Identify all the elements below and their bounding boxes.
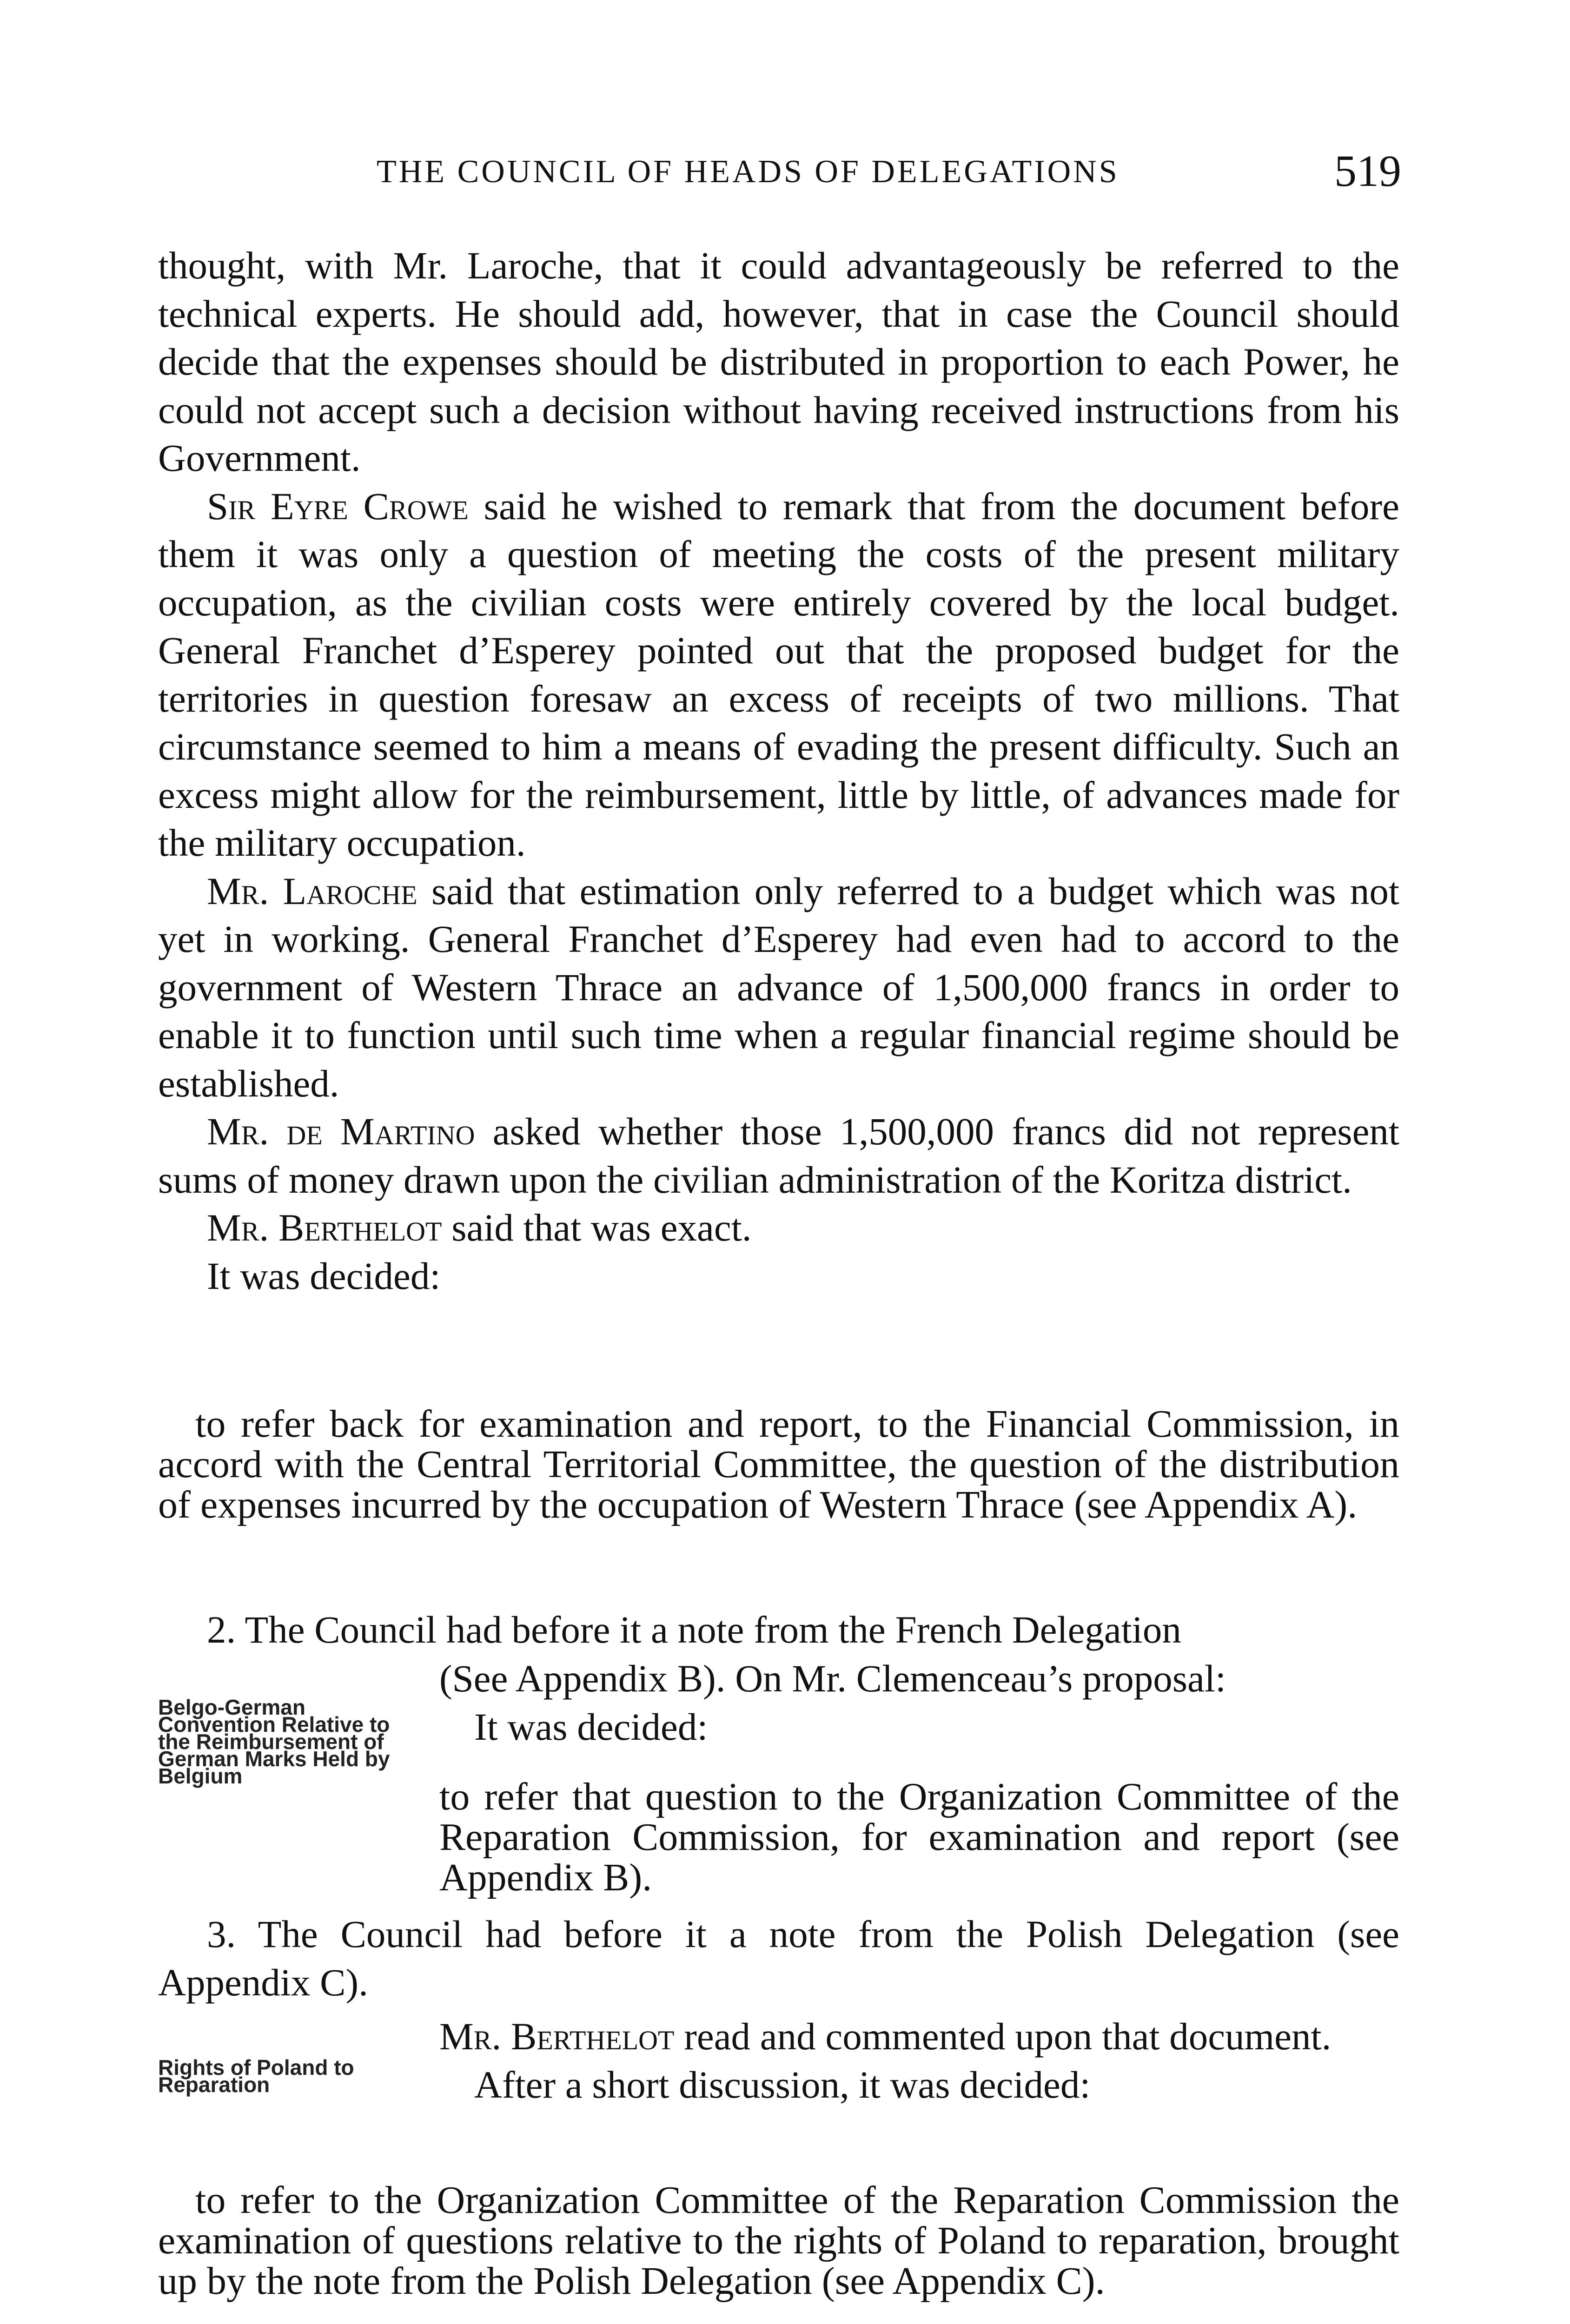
item-2-resolution: to refer that question to the Organization Committee of the Reparation Commission, for examination and report (see Appendix B). (439, 1775, 1399, 1899)
paragraph-laroche (158, 867, 1399, 1108)
page-number: 519 (1334, 146, 1401, 196)
resolution-western-thrace (158, 1404, 1399, 1525)
item-3-berthelot (439, 2013, 1399, 2061)
paragraph-crowe (158, 482, 1399, 867)
resolution-text: to refer back for examination and report, to the Financial Commission, in accord with the Central Territorial Committee, the question of the distribution of expenses incurred by the occupation of Western Thrace (see Appendix A). (158, 1402, 1399, 1526)
item-2-decided: It was decided: (474, 1705, 708, 1748)
speaker-text: asked whether those 1,500,000 francs did not represent sums of money drawn upon the civilian administration of the Koritza district. (158, 1110, 1399, 1201)
speaker-name: Mr. de Martino (207, 1110, 475, 1153)
paragraph-berthelot (158, 1204, 1399, 1252)
speaker-text: said that was exact. (442, 1206, 752, 1249)
running-title: THE COUNCIL OF HEADS OF DELEGATIONS (377, 154, 1120, 190)
decision-line: It was decided: (207, 1254, 441, 1297)
margin-note-belgo-german: Belgo-German Convention Relative to the Reimbursement of German Marks Held by Belgium (158, 1695, 390, 1788)
speaker-text: said he wished to remark that from the document before them it was only a question of meeting the costs of the present military occupation, as the civilian costs were entirely covered by the local budget. General Franchet d’Esperey pointed out that the proposed budget for the territories in question foresaw an excess of receipts of two millions. That circumstance seemed to him a means of evading the present difficulty. Such an excess might allow for the reimbursement, little by little, of advances made for the military occupation. (158, 484, 1400, 864)
speaker-text: read and commented upon that document. (674, 2015, 1332, 2058)
resolution-poland (158, 2180, 1399, 2301)
resolution-text: to refer to the Organization Committee of the Reparation Commission the examination of questions relative to the rights of Poland to reparation, brought up by the note from the Polish Delegation (see Appendix C). (158, 2179, 1399, 2303)
item-3-first-line: 3. The Council had before it a note from the Polish Delegation (see Appendix C). (158, 1913, 1399, 2004)
speaker-text: said that estimation only referred to a budget which was not yet in working. General Franchet d’Esperey had even had to accord to the government of Western Thrace an advance of 1,500,000 francs in order to enable it to function until such time when a regular financial regime should be established. (158, 869, 1399, 1105)
main-body (158, 242, 1399, 1300)
paragraph-continued: thought, with Mr. Laroche, that it could advantageously be referred to the technical experts. He should add, however, that in case the Council should decide that the expenses should be distributed in proportion to each Power, he could not accept such a decision without having received instructions from his Government. (158, 244, 1399, 479)
speaker-name: Mr. Laroche (207, 869, 417, 912)
margin-note-poland: Rights of Poland to Reparation (158, 2055, 354, 2097)
item-3-decided: After a short discussion, it was decided: (474, 2063, 1091, 2106)
item-2-body (439, 1655, 1399, 1898)
speaker-name: Mr. Berthelot (439, 2015, 675, 2058)
speaker-name: Sir Eyre Crowe (207, 484, 469, 528)
item-2-line-2: (See Appendix B). On Mr. Clemenceau’s proposal: (439, 1657, 1226, 1700)
item-3-body (439, 2013, 1399, 2109)
paragraph-de-martino (158, 1108, 1399, 1204)
speaker-name: Mr. Berthelot (207, 1206, 442, 1249)
item-2-first-line: 2. The Council had before it a note from the French Delegation (207, 1608, 1181, 1651)
